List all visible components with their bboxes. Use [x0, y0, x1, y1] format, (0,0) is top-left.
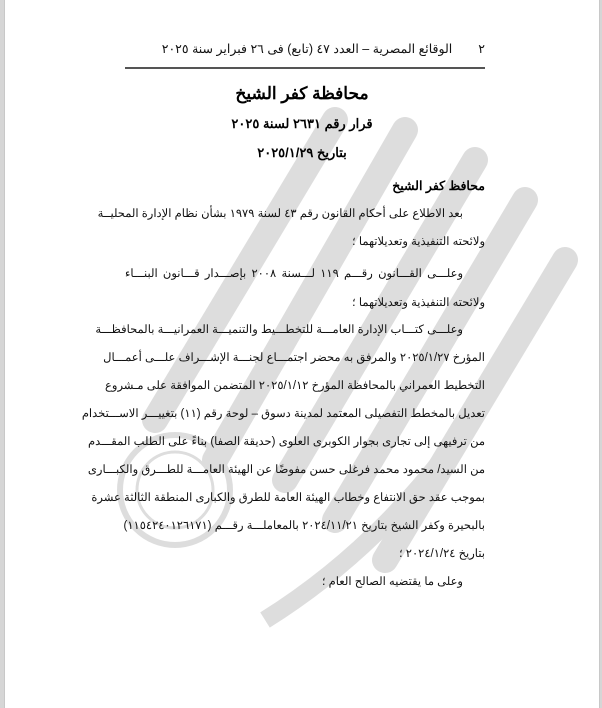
- running-title: الوقائع المصرية – العدد ٤٧ (تابع) فى ٢٦ فبراير سنة ٢٠٢٥: [161, 41, 453, 56]
- body-line: من السيد/ محمود محمد فرغلى حسن مفوضًا عن الهيئة العامـــة للطـــرق والكبـــارى: [87, 464, 485, 476]
- body-line: بتاريخ ٢٠٢٤/١/٢٤ ؛: [398, 548, 485, 560]
- body-line: ولائحته التنفيذية وتعديلاتهما ؛: [352, 297, 485, 309]
- issuer-heading: محافظ كفر الشيخ: [392, 179, 485, 193]
- body-line: بعد الاطلاع على أحكام القانون رقم ٤٣ لسنة ١٩٧٩ بشأن نظام الإدارة المحليــة: [97, 208, 463, 220]
- body-line: وعلـــى كتـــاب الإدارة العامـــة للتخطـــيط والتنميـــة العمرانيـــة بالمحافظـــة: [95, 324, 463, 336]
- body-line: التخطيط العمراني بالمحافظة المؤرخ ٢٠٢٥/١/١٢ المتضمن الموافقة على مـشروع: [105, 380, 485, 392]
- page-number: ٢: [478, 41, 485, 56]
- body-line: بموجب عقد حق الانتفاع وخطاب الهيئة العامة للطرق والكبارى المنطقة الثالثة عشرة: [91, 492, 485, 504]
- body-line: المؤرخ ٢٠٢٥/١/٢٧ والمرفق به محضر اجتمـــاع لجنـــة الإشـــراف علـــى أعمـــال: [103, 352, 485, 364]
- body-line: من ترفيهى إلى تجارى بجوار الكوبرى العلوى (حديقة الصفا) بناءً على الطلب المقـــدم: [88, 436, 485, 448]
- header-rule: [125, 67, 485, 69]
- body-line: وعلى ما يقتضيه الصالح العام ؛: [321, 576, 463, 588]
- governorate-title: محافظة كفر الشيخ: [235, 84, 369, 103]
- body-line: وعلـــى القـــانون رقـــم ١١٩ لـــسنة ٢٠٠٨ بإصـــدار قـــانون البنـــاء: [125, 268, 463, 280]
- body-line: ولائحته التنفيذية وتعديلاتهما ؛: [352, 236, 485, 248]
- running-header: [125, 38, 485, 58]
- body-line: بالبحيرة وكفر الشيخ بتاريخ ٢٠٢٤/١١/٢١ بالمعاملـــة رقـــم (١١٥٤٢٤٠١٢٦١٧١): [123, 520, 485, 532]
- decree-number: قرار رقم ٢٦٣١ لسنة ٢٠٢٥: [231, 116, 373, 131]
- document-page: [4, 0, 600, 708]
- body-line: تعديل بالمخطط التفصيلى المعتمد لمدينة دسوق – لوحة رقم (١١) بتغييـــر الاســـتخدام: [81, 408, 485, 420]
- decree-date: بتاريخ ٢٠٢٥/١/٢٩: [257, 145, 347, 160]
